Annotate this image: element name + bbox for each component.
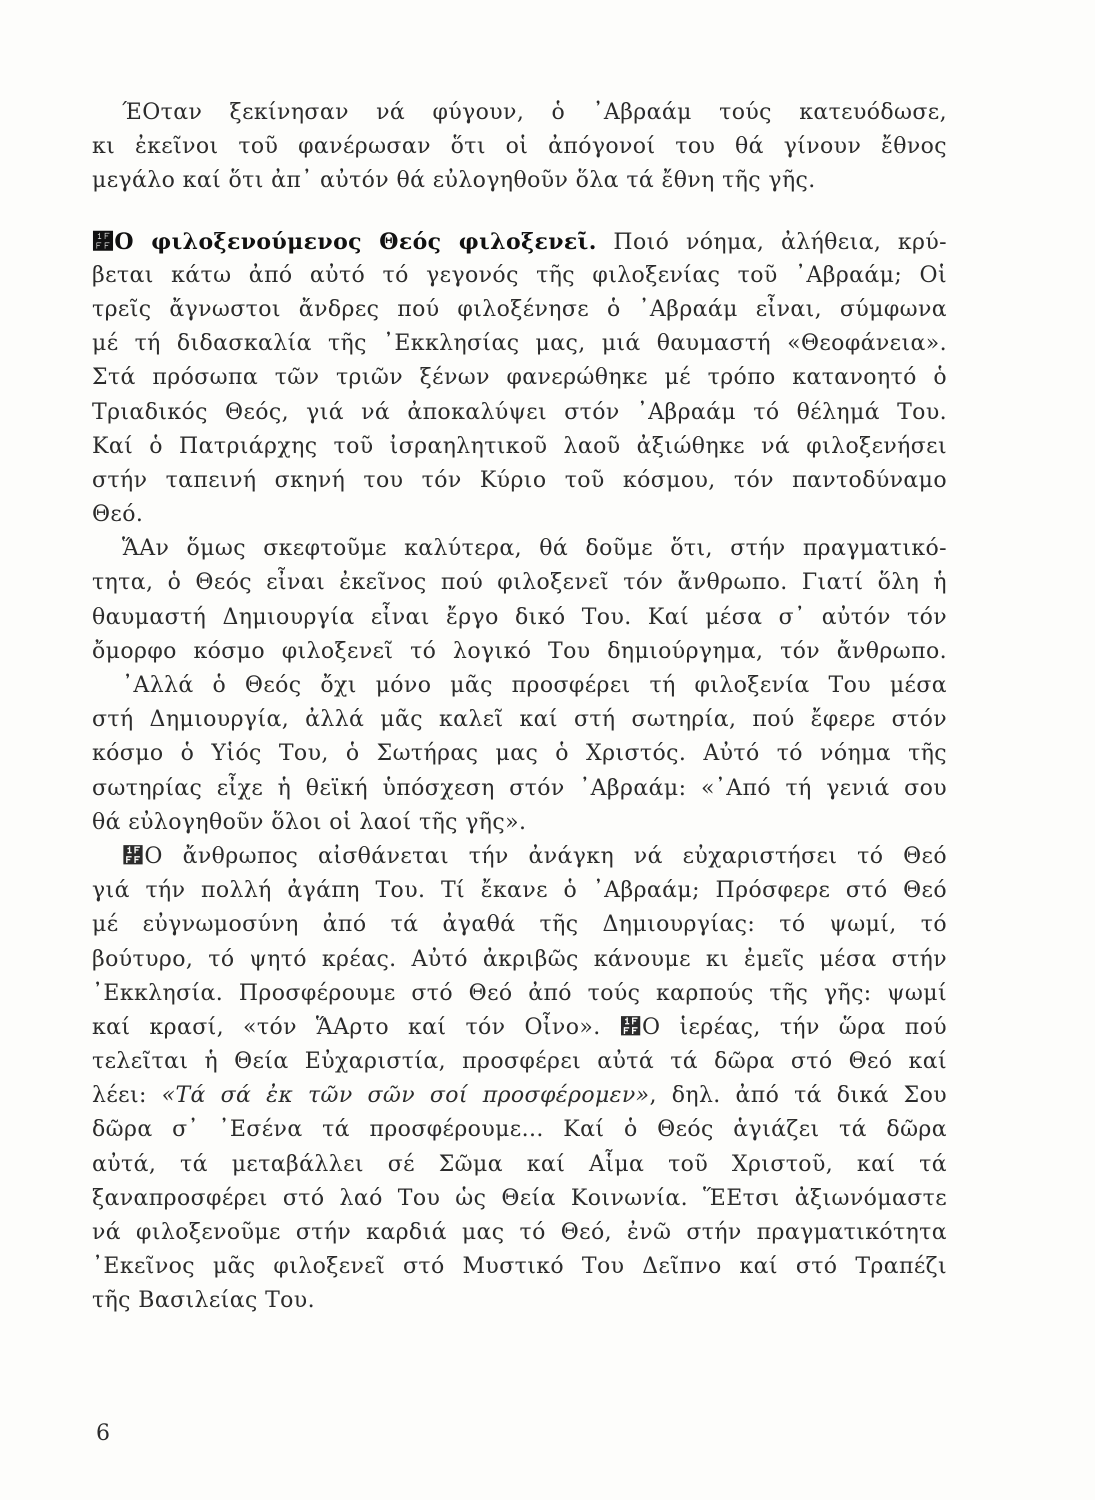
paragraph-gap — [92, 199, 947, 225]
text-line: γιά τήν πολλή ἀγάπη Του. Τί ἔκανε ὁ ᾿Αβραάμ; Πρόσφερε στό Θεό — [92, 878, 947, 904]
text-line: Στά πρόσωπα τῶν τριῶν ξένων φανερώθηκε μέ τρόπο κατανοητό ὁ — [92, 365, 947, 391]
text-line: Καί ὁ Πατριάρχης τοῦ ἰσραηλητικοῦ λαοῦ ἀξιώθηκε νά φιλοξενήσει — [92, 433, 947, 459]
liturgical-quote: «Τά σά ἐκ τῶν σῶν σοί προσφέρομεν» — [161, 1083, 650, 1109]
text-line: βεται κάτω ἀπό αὐτό τό γεγονός τῆς φιλοξενίας τοῦ ᾿Αβραάμ; Οἱ — [92, 262, 947, 288]
text-line: σωτηρίας εἶχε ἡ θεϊκή ὑπόσχεση στόν ᾿Αβραάμ: «᾿Από τή γενιά σου — [92, 775, 947, 801]
text-line: νά φιλοξενοῦμε στήν καρδιά μας τό Θεό, ἐνῶ στήν πραγματικότητα — [92, 1220, 947, 1245]
text-line — [92, 1079, 947, 1113]
text-line: μέ εὐγνωμοσύνη ἀπό τά ἀγαθά τῆς Δημιουργίας: τό ψωμί, τό — [92, 912, 947, 938]
text-line: τρεῖς ἄγνωστοι ἄνδρες πού φιλοξένησε ὁ ᾿Αβραάμ εἶναι, σύμφωνα — [92, 296, 947, 322]
paragraph — [92, 532, 947, 669]
paragraph — [92, 96, 947, 199]
text-line: τητα, ὁ Θεός εἶναι ἐκεῖνος πού φιλοξενεῖ τόν ἄνθρωπο. Γιατί ὅλη ἡ — [92, 570, 947, 596]
text-line: καί κρασί, «τόν ἍΑρτο καί τόν Οἶνο». ῿Ο ἱερέας, τήν ὥρα πού — [92, 1014, 947, 1040]
text-line: ᾿Εκκλησία. Προσφέρουμε στό Θεό ἀπό τούς καρπούς τῆς γῆς: ψωμί — [92, 980, 947, 1006]
page-number: 6 — [96, 1421, 110, 1446]
text-line: Θεό. — [92, 502, 144, 528]
text-line: τῆς Βασιλείας Του. — [92, 1288, 315, 1314]
text-line: ᾿Εκεῖνος μᾶς φιλοξενεῖ στό Μυστικό Του Δεῖπνο καί στό Τραπέζι — [92, 1254, 947, 1280]
text-run: , δηλ. ἀπό τά δικά Σου — [649, 1083, 948, 1109]
text-line: κι ἐκεῖνοι τοῦ φανέρωσαν ὅτι οἱ ἀπόγονοί του θά γίνουν ἔθνος — [92, 134, 947, 160]
text-line: ᾿Αλλά ὁ Θεός ὄχι μόνο μᾶς προσφέρει τή φιλοξενία Του μέσα — [122, 673, 947, 698]
text-line: μέ τή διδασκαλία τῆς ᾿Εκκλησίας μας, μιά θαυμαστή «Θεοφάνεια». — [92, 331, 947, 357]
text-line: ξαναπροσφέρει στό λαό Του ὡς Θεία Κοινωνία. ἝΕτσι ἀξιωνόμαστε — [92, 1185, 947, 1211]
text-line: τελεῖται ἡ Θεία Εὐχαριστία, προσφέρει αὐτά τά δῶρα στό Θεό καί — [92, 1049, 947, 1075]
text-run: Ποιό νόημα, ἀλήθεια, κρύ- — [596, 229, 948, 255]
text-line: βούτυρο, τό ψητό κρέας. Αὐτό ἀκριβῶς κάνουμε κι ἐμεῖς μέσα στήν — [92, 946, 947, 972]
text-line: στή Δημιουργία, ἀλλά μᾶς καλεῖ καί στή σωτηρία, πού ἔφερε στόν — [92, 707, 947, 733]
text-line: αὐτά, τά μεταβάλλει σέ Σῶμα καί Αἷμα τοῦ Χριστοῦ, καί τά — [92, 1151, 947, 1177]
text-line: Τριαδικός Θεός, γιά νά ἀποκαλύψει στόν ᾿Αβραάμ τό θέλημά Του. — [92, 399, 947, 425]
text-line: δῶρα σ᾿ ᾿Εσένα τά προσφέρουμε... Καί ὁ Θεός ἁγιάζει τά δῶρα — [92, 1117, 947, 1143]
section-heading: ῿Ο φιλοξενούμενος Θεός φιλοξενεῖ. — [92, 228, 597, 255]
text-line: στήν ταπεινή σκηνή του τόν Κύριο τοῦ κόσμου, τόν παντοδύναμο — [92, 467, 947, 493]
text-line — [92, 225, 947, 259]
text-line: ῿Ο ἄνθρωπος αἰσθάνεται τήν ἀνάγκη νά εὐχαριστήσει τό Θεό — [122, 843, 947, 869]
text-line: κόσμο ὁ Υἱός Του, ὁ Σωτήρας μας ὁ Χριστός. Αὐτό τό νόημα τῆς — [92, 741, 947, 767]
text-line: μεγάλο καί ὅτι ἀπ᾿ αὐτόν θά εὐλογηθοῦν ὅλα τά ἔθνη τῆς γῆς. — [92, 168, 816, 194]
text-line: ὄμορφο κόσμο φιλοξενεῖ τό λογικό Του δημιούργημα, τόν ἄνθρωπο. — [92, 638, 947, 664]
text-line: ἍΑν ὅμως σκεφτοῦμε καλύτερα, θά δοῦμε ὅτι, στήν πραγματικό- — [122, 536, 947, 562]
text-run: λέει: — [92, 1083, 162, 1109]
text-line: θά εὐλογηθοῦν ὅλοι οἱ λαοί τῆς γῆς». — [92, 809, 527, 835]
paragraph — [92, 669, 947, 840]
paragraph — [92, 840, 947, 1319]
text-line: θαυμαστή Δημιουργία εἶναι ἔργο δικό Του. Καί μέσα σ᾿ αὐτόν τόν — [92, 604, 947, 630]
paragraph — [92, 225, 947, 533]
text-line: ΈΟταν ξεκίνησαν νά φύγουν, ὁ ᾿Αβραάμ τούς κατευόδωσε, — [122, 100, 947, 125]
page-body — [92, 96, 947, 1319]
